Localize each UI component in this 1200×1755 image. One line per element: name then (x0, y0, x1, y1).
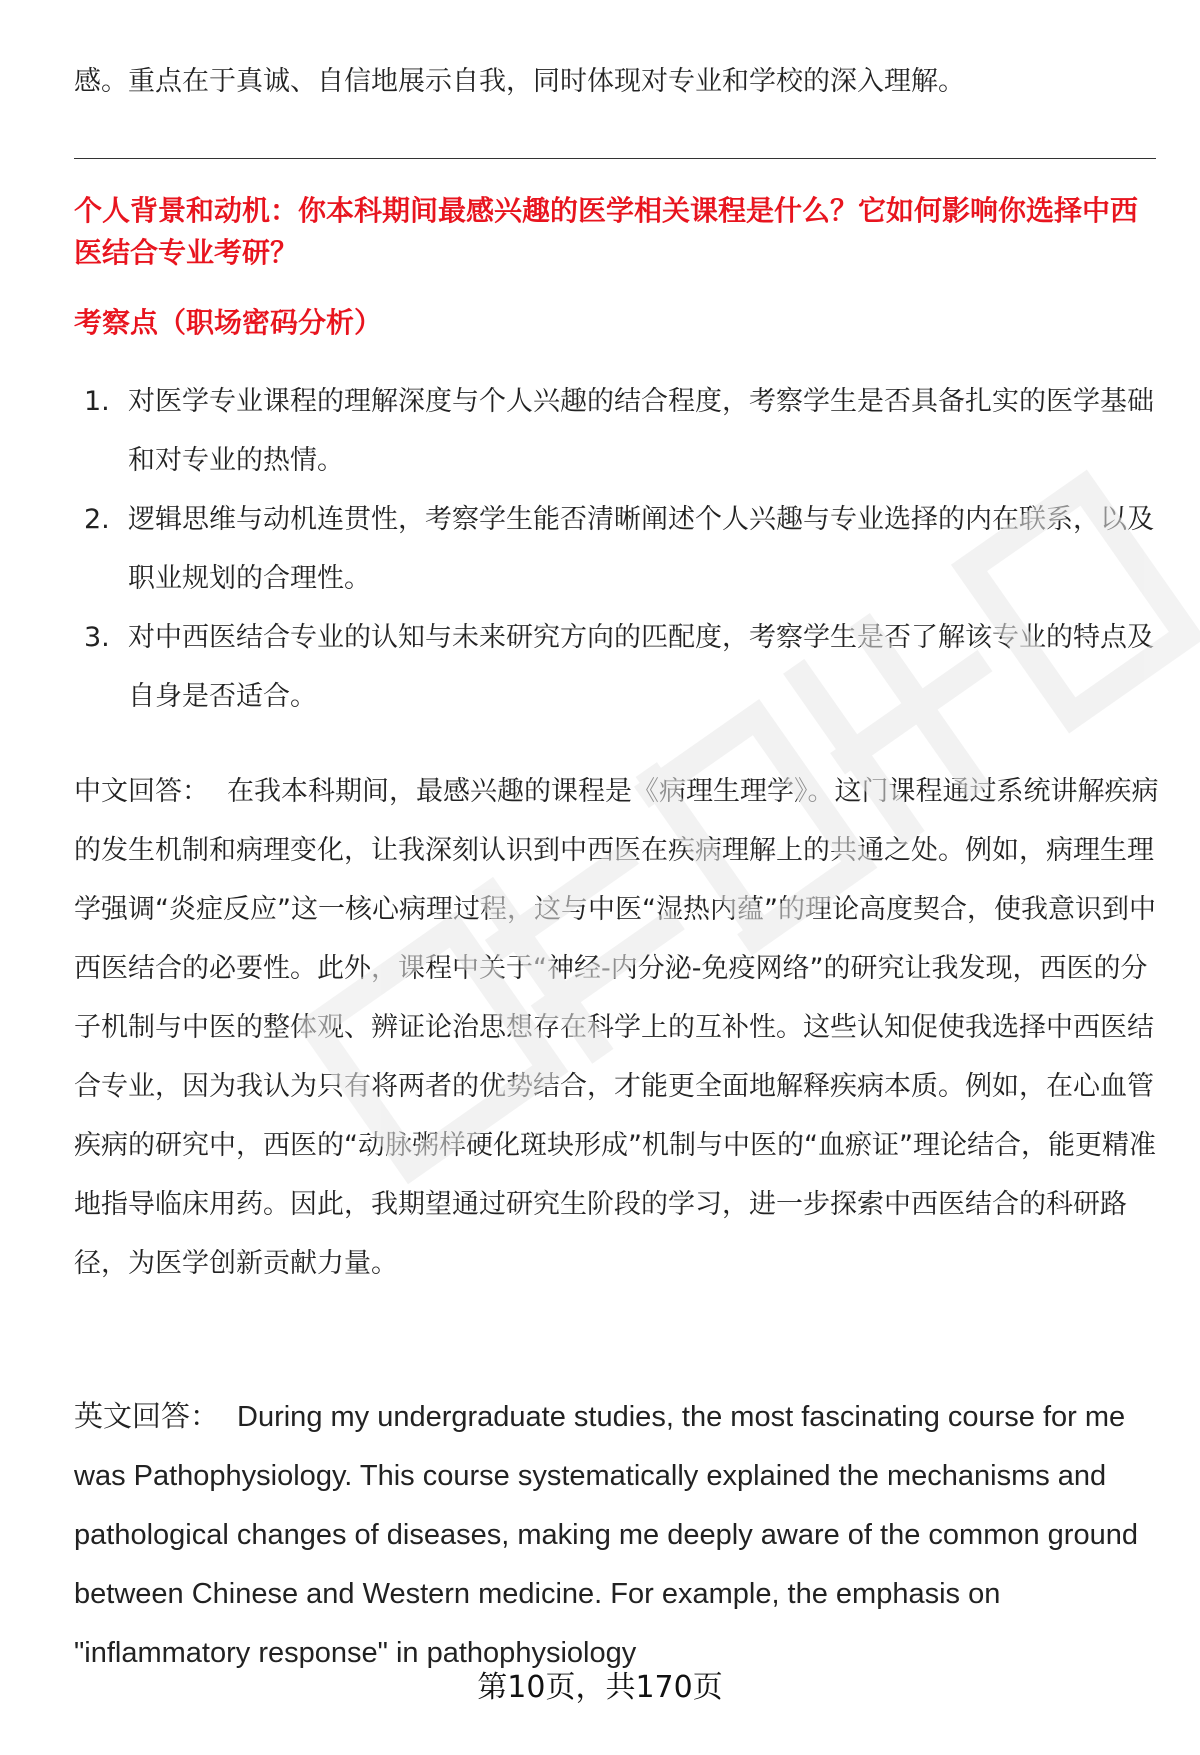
intro-tail-text: 感。重点在于真诚、自信地展示自我，同时体现对专业和学校的深入理解。 (74, 66, 965, 97)
english-answer (74, 1388, 1160, 1683)
assessment-point-2 (74, 490, 1156, 608)
page-indicator: 第10页，共170页 (477, 1670, 723, 1705)
assessment-title: 考察点（职场密码分析） (74, 306, 383, 339)
assessment-point-3 (74, 608, 1156, 726)
point-number: 1. (84, 386, 110, 417)
point-text: 对中西医结合专业的认知与未来研究方向的匹配度，考察学生是否了解该专业的特点及自身是否适合。 (128, 622, 1154, 712)
question-heading: 个人背景和动机：你本科期间最感兴趣的医学相关课程是什么？它如何影响你选择中西医结合专业考研？ (74, 194, 1139, 269)
point-number: 2. (84, 504, 110, 535)
english-answer-label: 英文回答： (74, 1401, 220, 1433)
english-answer-text: During my undergraduate studies, the most fascinating course for me was Pathophysiology. This course systematically explained the mechanisms and pathological changes of diseases, making me deeply aware of the common ground between Chinese and Western medicine. For example, the emphasis on "inflammatory response" in pathophysiology (74, 1401, 1138, 1669)
section-divider (74, 158, 1156, 159)
chinese-answer (74, 762, 1160, 1293)
assessment-point-1 (74, 372, 1156, 490)
point-text: 对医学专业课程的理解深度与个人兴趣的结合程度，考察学生是否具备扎实的医学基础和对专业的热情。 (128, 386, 1154, 476)
assessment-points-list (74, 372, 1156, 726)
chinese-answer-label: 中文回答： (74, 776, 209, 807)
chinese-answer-text: 在我本科期间，最感兴趣的课程是《病理生理学》。这门课程通过系统讲解疾病的发生机制和病理变化，让我深刻认识到中西医在疾病理解上的共通之处。例如，病理生理学强调“炎症反应”这一核心病理过程，这与中医“湿热内蕴”的理论高度契合，使我意识到中西医结合的必要性。此外，课程中关于“神经-内分泌-免疫网络”的研究让我发现，西医的分子机制与中医的整体观、辨证论治思想存在科学上的互补性。这些认知促使我选择中西医结合专业，因为我认为只有将两者的优势结合，才能更全面地解释疾病本质。例如，在心血管疾病的研究中，西医的“动脉粥样硬化斑块形成”机制与中医的“血瘀证”理论结合，能更精准地指导临床用药。因此，我期望通过研究生阶段的学习，进一步探索中西医结合的科研路径，为医学创新贡献力量。 (74, 776, 1159, 1279)
point-text: 逻辑思维与动机连贯性，考察学生能否清晰阐述个人兴趣与专业选择的内在联系，以及职业规划的合理性。 (128, 504, 1154, 594)
point-number: 3. (84, 622, 110, 653)
